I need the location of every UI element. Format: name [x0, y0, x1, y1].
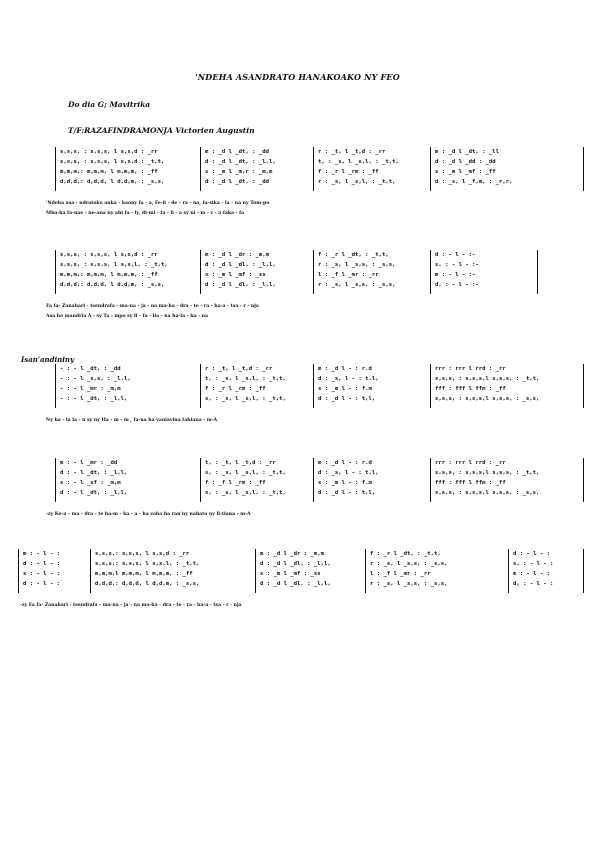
voice-line: s : - l - : — [23, 571, 61, 577]
lyric-line: -zy Fa fa- Zanahari - tsendrafa - ma-na - ja - na ma-ha - dra - te - ra - ha-a - tsa - r - nja — [20, 603, 242, 608]
bar-line — [583, 458, 584, 502]
voice-line: - : - l _dt, : _dd — [60, 366, 121, 372]
voice-line: s, : _s, l _s,l, : _t,t, — [205, 470, 286, 476]
measure-block — [23, 549, 87, 589]
voice-line: m : _d l _dt, : _dd — [205, 149, 269, 155]
voice-line: m,m,m,: m,m,m, l m,m,m, : _ff — [60, 169, 158, 175]
measure-block — [60, 147, 197, 187]
voice-line: s, : _s, l _s,l, : _t,t, — [205, 396, 286, 402]
voice-line: m : _d l _dr : _m,m — [205, 252, 269, 258]
voice-line: m,m,m,l m,m,m, l m,m,m, : _ff — [95, 571, 193, 577]
measure-block — [95, 549, 252, 589]
bar-line — [430, 250, 431, 294]
voice-line: d, : - l - :- — [435, 282, 479, 288]
bar-line — [430, 364, 431, 408]
voice-line: d : _d l _dl, : _l,l, — [205, 282, 276, 288]
voice-line: s : _m l _mf : _ss — [260, 571, 321, 577]
measure-block — [205, 364, 310, 404]
voice-line: s,s,s, : s,s,s,l s,s,s, : _s,s, — [435, 490, 540, 496]
bar-line — [55, 250, 56, 294]
section-label: Isan'andininy — [21, 355, 75, 364]
voice-line: f : _r l _dt, : _t,t, — [370, 551, 441, 557]
voice-line: f : _f l _rm : _ff — [205, 480, 266, 486]
voice-line: f : _r l _rm : _ff — [318, 169, 379, 175]
voice-line: s : _m l _mf : _ff — [435, 169, 496, 175]
voice-line: m : _d l _dt, : _ll — [435, 149, 499, 155]
bar-line — [200, 250, 201, 294]
bar-line — [313, 250, 314, 294]
voice-line: d : - l - :- — [435, 252, 476, 258]
measure-block — [435, 147, 580, 187]
voice-line: m : - l _mr : _dd — [60, 460, 118, 466]
lyric-line: Fa fa- Zanahari - tsendrafa - ma-na - ja - na ma-ha - dra - te - ra - ha-a - tsa - r - nja — [46, 304, 259, 309]
voice-line: s,s,s, : s,s,s,l s,s,s, : _t,t, — [435, 470, 540, 476]
key-signature: Do dia G; Mavitrika — [68, 100, 151, 109]
measure-block — [318, 250, 427, 290]
voice-line: s,s,s,: s,s,s, l s,s,d : _rr — [95, 551, 190, 557]
bar-line — [55, 364, 56, 408]
measure-block — [435, 364, 580, 404]
voice-line: d, : - l - : — [513, 581, 554, 587]
voice-line: d : _d l _dt, : _l,l, — [205, 159, 276, 165]
voice-line: d : _s, l _f,m, : _r,r, — [435, 179, 513, 185]
voice-line: d : - l _dt, : _l,l, — [60, 470, 128, 476]
voice-line: d,d,d,: d,d,d, l d,d,m, : _s,s, — [95, 581, 200, 587]
voice-line: f : _r l _rm : _ff — [205, 386, 266, 392]
voice-line: d,d,d,: d,d,d, l d,d,m, : _s,s, — [60, 179, 165, 185]
bar-line — [365, 549, 366, 593]
voice-line: r : _s, l _s,s, : _s,s, — [318, 262, 396, 268]
voice-line: s : _m l - : f.m — [318, 386, 372, 392]
voice-line: m : - l - :- — [435, 272, 476, 278]
voice-line: f : _r l _dt, : _t,t, — [318, 252, 389, 258]
voice-line: - : - l _dt, : _l,l, — [60, 396, 128, 402]
voice-line: d : _d l _dl, : _l,l, — [205, 262, 276, 268]
voice-line: r : _s, l _s,s, : _s,s, — [370, 561, 448, 567]
voice-line: m : _d l - : r.d — [318, 460, 372, 466]
voice-line: d : _d l - : t,l, — [318, 490, 376, 496]
measure-block — [318, 458, 427, 498]
voice-line: m : _d l _dr : _m,m — [260, 551, 324, 557]
bar-line — [508, 549, 509, 593]
bar-line — [537, 250, 538, 294]
voice-line: s : _m l - : f.m — [318, 480, 372, 486]
bar-line — [430, 458, 431, 502]
lyric-line: -zy Ke-a - ma - dra - te ha-m - ka - a - ha zaha ha ran'ny nahato ny ll-tiana - m-A — [46, 512, 251, 517]
voice-line: s,s,s, : s,s,s, l s,s,d : _t,t, — [60, 159, 165, 165]
voice-line: d : _s, l - : t,l, — [318, 470, 379, 476]
voice-line: d : - l _dt, : _l,l, — [60, 490, 128, 496]
bar-line — [55, 147, 56, 191]
measure-block — [60, 364, 197, 404]
bar-line — [583, 147, 584, 191]
voice-line: rrr : rrr l rrd : _rr — [435, 460, 506, 466]
voice-line: d : _d l _dd : _dd — [435, 159, 496, 165]
voice-line: t, : _t, l _t,d : _rr — [205, 460, 276, 466]
voice-line: r : _s, l _s,s, : _s,s, — [370, 581, 448, 587]
voice-line: t, : _s, l _s,l, : _t,t, — [318, 159, 399, 165]
voice-line: r : _t, l _t,d : _rr — [318, 149, 386, 155]
voice-line: d : _d l _dl, : _l,l, — [260, 561, 331, 567]
bar-line — [430, 147, 431, 191]
voice-line: s,s,s, : s,s,s, l s,s,l, : _t,t, — [60, 262, 168, 268]
bar-line — [313, 147, 314, 191]
voice-line: d : _s, l - : t,l, — [318, 376, 379, 382]
voice-line: r : _t, l _t,d : _rr — [205, 366, 273, 372]
voice-line: m : - l - : — [513, 571, 551, 577]
voice-line: m : _d l - : r.d — [318, 366, 372, 372]
voice-line: s, : - l - : — [513, 561, 554, 567]
lyric-line: Asa ho mandria A - sy Ta - mpo sy ll - fa - lla - na ha-la - ha - na — [46, 314, 208, 319]
voice-line: m,m,m,: m,m,m, l m,m,m, : _ff — [60, 272, 158, 278]
voice-line: s, : - l - :- — [435, 262, 479, 268]
lyric-line: Mba-ha fa-nae - ne-ana ny ahi fa - ly, di-mi - fa - fi - a sy ni - m - v - a faka - fa — [46, 211, 245, 216]
measure-block — [435, 458, 580, 498]
voice-line: s,s,s, : s,s,s, l s,s,d : _rr — [60, 252, 158, 258]
voice-line: d : _d l - : t,l, — [318, 396, 376, 402]
bar-line — [313, 364, 314, 408]
voice-line: s,s,s, : s,s,s,l s,s,s, : _s,s, — [435, 396, 540, 402]
bar-line — [18, 549, 19, 593]
voice-line: s : _m l _m,r : _m,m — [205, 169, 273, 175]
bar-line — [313, 458, 314, 502]
measure-block — [435, 250, 534, 290]
voice-line: s,s,s,: s,s,s, l s,s,l, : _t,t, — [95, 561, 200, 567]
bar-line — [583, 364, 584, 408]
voice-line: s,s,s, : s,s,s,l s,s,s, : _t,t, — [435, 376, 540, 382]
measure-block — [205, 250, 310, 290]
voice-line: fff : fff l ffm : _ff — [435, 386, 506, 392]
voice-line: rrr : rrr l rrd : _rr — [435, 366, 506, 372]
voice-line: t, : _s, l _s,l, : _t,t, — [205, 376, 286, 382]
measure-block — [370, 549, 505, 589]
bar-line — [90, 549, 91, 593]
bar-line — [200, 147, 201, 191]
voice-line: m : - l - : — [23, 551, 61, 557]
measure-block — [205, 147, 310, 187]
voice-line: r : _s, l _s,s, : _s,s, — [318, 282, 396, 288]
voice-line: d : - l - : — [23, 581, 61, 587]
voice-line: - : - l _s,s, : _l,l, — [60, 376, 131, 382]
voice-line: s : _m l _mf : _ss — [205, 272, 266, 278]
measure-block — [318, 364, 427, 404]
bar-line — [200, 458, 201, 502]
voice-line: s : - l _sf : _m,m — [60, 480, 121, 486]
lyric-line: Ny ha - la la - n sy ny Ha - m - m , fa-na ha vaniavina tahiana - m-A — [46, 418, 218, 423]
voice-line: l : _f l _mr : _rr — [318, 272, 379, 278]
measure-block — [318, 147, 427, 187]
song-title: 'NDEHA ASANDRATO HANAKOAKO NY FEO — [195, 72, 400, 82]
bar-line — [55, 458, 56, 502]
voice-line: - : - l _mr : _m,m — [60, 386, 121, 392]
voice-line: fff : fff l ffm : _ff — [435, 480, 506, 486]
bar-line — [200, 364, 201, 408]
measure-block — [513, 549, 580, 589]
voice-line: d : _d l _dl, : _l,l, — [260, 581, 331, 587]
author-credit: T/F:RAZAFINDRAMONJA Victorien Augustin — [68, 126, 255, 135]
voice-line: s,s,s, : s,s,s, l s,s,d : _rr — [60, 149, 158, 155]
measure-block — [205, 458, 310, 498]
measure-block — [60, 250, 197, 290]
voice-line: d : - l - : — [513, 551, 551, 557]
bar-line — [583, 549, 584, 593]
bar-line — [255, 549, 256, 593]
measure-block — [60, 458, 197, 498]
voice-line: d : - l - : — [23, 561, 61, 567]
lyric-line: 'Ndeha asa - ndratoko anka - kaony fa - a, Fe-fi - de - ra - na, fa-sika - la - na ny Tom-po — [46, 201, 270, 206]
voice-line: d : _d l _dt, : _dd — [205, 179, 269, 185]
voice-line: r : _s, l _s,l, : _t,t, — [318, 179, 396, 185]
voice-line: s, : _s, l _s,l, : _t,t, — [205, 490, 286, 496]
voice-line: l : _f l _mr : _rr — [370, 571, 431, 577]
measure-block — [260, 549, 362, 589]
voice-line: d,d,d,: d,d,d, l d,d,m, : _s,s, — [60, 282, 165, 288]
